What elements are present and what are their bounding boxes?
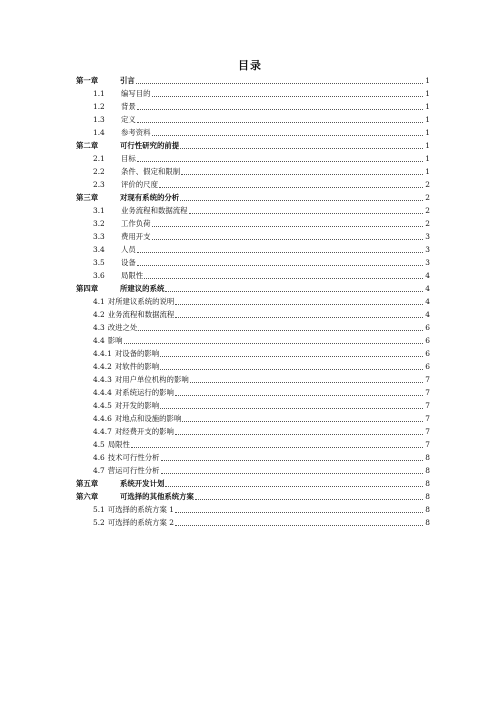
toc-page-number: 8	[425, 492, 430, 501]
toc-entry-number: 4.2	[93, 310, 105, 319]
toc-section-entry[interactable]	[76, 178, 430, 191]
toc-page-number: 7	[425, 414, 430, 423]
toc-entry-number: 4.1	[93, 297, 105, 306]
toc-dot-leader	[137, 265, 423, 266]
toc-list	[76, 74, 430, 529]
toc-page-number: 1	[425, 76, 430, 85]
toc-entry-title: 背景	[121, 102, 136, 111]
toc-section-entry[interactable]	[76, 321, 430, 334]
toc-dot-leader	[131, 447, 423, 448]
toc-dot-leader	[161, 473, 423, 474]
toc-page-number: 2	[425, 193, 430, 202]
toc-entry-number: 1.1	[93, 89, 105, 98]
toc-section-entry[interactable]	[76, 438, 430, 451]
toc-page-number: 6	[425, 362, 430, 371]
toc-entry-title: 对经费开支的影响	[114, 427, 174, 436]
toc-page-number: 1	[425, 89, 430, 98]
toc-section-entry[interactable]	[76, 113, 430, 126]
toc-entry-number: 4.4.7	[93, 427, 112, 436]
toc-dot-leader	[160, 408, 423, 409]
toc-page-number: 8	[425, 479, 430, 488]
toc-entry-title: 对软件的影响	[114, 362, 160, 371]
toc-dot-leader	[165, 486, 423, 487]
toc-section-entry[interactable]	[76, 230, 430, 243]
toc-dot-leader	[152, 96, 423, 97]
toc-entry-title: 对系统运行的影响	[114, 388, 174, 397]
toc-dot-leader	[182, 421, 423, 422]
toc-entry-title: 对开发的影响	[114, 401, 160, 410]
toc-page-number: 1	[425, 154, 430, 163]
toc-section-entry[interactable]	[76, 503, 430, 516]
toc-entry-number: 4.6	[93, 453, 105, 462]
toc-entry-number: 1.4	[93, 128, 105, 137]
toc-entry-number: 第六章	[76, 492, 99, 501]
toc-dot-leader	[137, 109, 423, 110]
toc-dot-leader	[195, 499, 423, 500]
toc-dot-leader	[175, 434, 423, 435]
toc-entry-title: 所建议的系统	[120, 284, 165, 293]
toc-page-number: 8	[425, 466, 430, 475]
toc-entry-title: 对所建议系统的说明	[107, 297, 175, 306]
toc-dot-leader	[160, 369, 423, 370]
toc-title: 目录	[238, 59, 262, 72]
toc-section-entry[interactable]	[76, 165, 430, 178]
toc-entry-title: 可选择的其他系统方案	[120, 492, 194, 501]
toc-chapter-entry[interactable]	[76, 139, 430, 152]
toc-entry-number: 4.4.1	[93, 349, 112, 358]
toc-section-entry[interactable]	[76, 425, 430, 438]
toc-section-entry[interactable]	[76, 412, 430, 425]
toc-dot-leader	[165, 291, 423, 292]
toc-section-entry[interactable]	[76, 100, 430, 113]
toc-section-entry[interactable]	[76, 334, 430, 347]
toc-section-entry[interactable]	[76, 126, 430, 139]
toc-dot-leader	[175, 304, 423, 305]
toc-dot-leader	[175, 512, 423, 513]
toc-dot-leader	[189, 213, 423, 214]
toc-entry-title: 条件、假定和限制	[121, 167, 181, 176]
toc-dot-leader	[124, 343, 423, 344]
toc-section-entry[interactable]	[76, 386, 430, 399]
toc-entry-number: 3.1	[93, 206, 105, 215]
toc-entry-title: 局限性	[107, 440, 130, 449]
toc-dot-leader	[137, 122, 423, 123]
toc-dot-leader	[159, 187, 423, 188]
toc-entry-number: 4.5	[93, 440, 105, 449]
toc-page-number: 4	[425, 284, 430, 293]
toc-entry-number: 第四章	[76, 284, 99, 293]
toc-entry-number: 第二章	[76, 141, 99, 150]
toc-entry-title: 改进之处	[107, 323, 138, 332]
toc-dot-leader	[160, 356, 423, 357]
toc-entry-title: 对用户单位机构的影响	[114, 375, 189, 384]
toc-entry-number: 3.3	[93, 232, 105, 241]
toc-section-entry[interactable]	[76, 347, 430, 360]
toc-page-number: 7	[425, 375, 430, 384]
toc-dot-leader	[180, 200, 423, 201]
toc-dot-leader	[136, 83, 423, 84]
toc-chapter-entry[interactable]	[76, 191, 430, 204]
toc-dot-leader	[175, 525, 423, 526]
toc-dot-leader	[190, 382, 423, 383]
toc-entry-title: 对设备的影响	[114, 349, 160, 358]
toc-section-entry[interactable]	[76, 87, 430, 100]
toc-section-entry[interactable]	[76, 204, 430, 217]
toc-page-number: 1	[425, 102, 430, 111]
toc-page-number: 8	[425, 505, 430, 514]
toc-entry-title: 评价的尺度	[121, 180, 158, 189]
toc-entry-title: 可行性研究的前提	[120, 141, 180, 150]
toc-section-entry[interactable]	[76, 152, 430, 165]
toc-entry-number: 2.3	[93, 180, 105, 189]
toc-entry-title: 费用开支	[121, 232, 151, 241]
toc-entry-title: 引言	[120, 76, 135, 85]
toc-page-number: 1	[425, 115, 430, 124]
toc-section-entry[interactable]	[76, 243, 430, 256]
toc-page-number: 4	[425, 310, 430, 319]
toc-entry-title: 技术可行性分析	[107, 453, 160, 462]
toc-entry-number: 4.4.2	[93, 362, 112, 371]
toc-entry-title: 可选择的系统方案 1	[107, 505, 174, 514]
toc-entry-title: 对地点和设施的影响	[114, 414, 182, 423]
toc-entry-title: 参考资料	[121, 128, 151, 137]
toc-dot-leader	[175, 395, 423, 396]
toc-entry-title: 影响	[107, 336, 123, 345]
toc-entry-title: 编写目的	[121, 89, 151, 98]
toc-dot-leader	[152, 239, 423, 240]
toc-entry-number: 3.4	[93, 245, 105, 254]
toc-page-number: 7	[425, 427, 430, 436]
toc-entry-number: 2.2	[93, 167, 105, 176]
toc-dot-leader	[181, 174, 423, 175]
toc-dot-leader	[137, 161, 423, 162]
toc-entry-number: 2.1	[93, 154, 105, 163]
toc-entry-number: 1.2	[93, 102, 105, 111]
toc-chapter-entry[interactable]	[76, 74, 430, 87]
toc-chapter-entry[interactable]	[76, 282, 430, 295]
toc-entry-number: 1.3	[93, 115, 105, 124]
toc-entry-number: 4.4.4	[93, 388, 112, 397]
toc-entry-number: 第三章	[76, 193, 99, 202]
toc-dot-leader	[161, 460, 423, 461]
toc-dot-leader	[144, 278, 423, 279]
toc-section-entry[interactable]	[76, 451, 430, 464]
toc-page-number: 1	[425, 167, 430, 176]
toc-dot-leader	[180, 148, 423, 149]
toc-entry-title: 业务流程和数据流程	[121, 206, 188, 215]
toc-section-entry[interactable]	[76, 295, 430, 308]
toc-page-number: 1	[425, 141, 430, 150]
toc-page-number: 8	[425, 518, 430, 527]
toc-entry-title: 人员	[121, 245, 136, 254]
toc-page-number: 4	[425, 297, 430, 306]
toc-section-entry[interactable]	[76, 308, 430, 321]
toc-dot-leader	[175, 317, 423, 318]
toc-entry-number: 第五章	[76, 479, 99, 488]
toc-entry-title: 工作负荷	[121, 219, 151, 228]
toc-entry-number: 3.2	[93, 219, 105, 228]
toc-page-number: 7	[425, 440, 430, 449]
toc-page-number: 2	[425, 180, 430, 189]
toc-page-number: 6	[425, 336, 430, 345]
toc-section-entry[interactable]	[76, 269, 430, 282]
toc-entry-title: 目标	[121, 154, 136, 163]
toc-section-entry[interactable]	[76, 217, 430, 230]
toc-entry-number: 5.2	[93, 518, 105, 527]
toc-entry-number: 4.4.5	[93, 401, 112, 410]
toc-page-number: 7	[425, 401, 430, 410]
toc-entry-number: 4.4.3	[93, 375, 112, 384]
toc-section-entry[interactable]	[76, 256, 430, 269]
toc-entry-title: 系统开发计划	[120, 479, 165, 488]
toc-page-number: 8	[425, 453, 430, 462]
toc-entry-number: 3.6	[93, 271, 105, 280]
toc-dot-leader	[137, 252, 423, 253]
toc-page-number: 2	[425, 206, 430, 215]
toc-entry-title: 局限性	[121, 271, 144, 280]
toc-entry-title: 营运可行性分析	[107, 466, 160, 475]
toc-section-entry[interactable]	[76, 464, 430, 477]
toc-page-number: 3	[425, 245, 430, 254]
toc-chapter-entry[interactable]	[76, 490, 430, 503]
toc-page-number: 2	[425, 219, 430, 228]
toc-entry-title: 设备	[121, 258, 136, 267]
toc-section-entry[interactable]	[76, 399, 430, 412]
toc-page-number: 4	[425, 271, 430, 280]
toc-entry-title: 定义	[121, 115, 136, 124]
toc-page-number: 6	[425, 349, 430, 358]
toc-section-entry[interactable]	[76, 360, 430, 373]
toc-dot-leader	[138, 330, 423, 331]
toc-entry-title: 业务流程和数据流程	[107, 310, 175, 319]
toc-page-number: 1	[425, 128, 430, 137]
toc-entry-number: 4.7	[93, 466, 105, 475]
toc-entry-number: 4.4	[93, 336, 105, 345]
toc-entry-number: 3.5	[93, 258, 105, 267]
toc-entry-number: 4.4.6	[93, 414, 112, 423]
toc-section-entry[interactable]	[76, 516, 430, 529]
toc-dot-leader	[152, 226, 423, 227]
toc-entry-title: 对现有系统的分析	[120, 193, 180, 202]
toc-entry-number: 第一章	[76, 76, 99, 85]
toc-dot-leader	[152, 135, 423, 136]
toc-page-number: 7	[425, 388, 430, 397]
toc-page-number: 3	[425, 258, 430, 267]
toc-entry-title: 可选择的系统方案 2	[107, 518, 174, 527]
toc-chapter-entry[interactable]	[76, 477, 430, 490]
toc-section-entry[interactable]	[76, 373, 430, 386]
toc-page-number: 3	[425, 232, 430, 241]
toc-entry-number: 5.1	[93, 505, 105, 514]
toc-page-number: 6	[425, 323, 430, 332]
toc-entry-number: 4.3	[93, 323, 105, 332]
